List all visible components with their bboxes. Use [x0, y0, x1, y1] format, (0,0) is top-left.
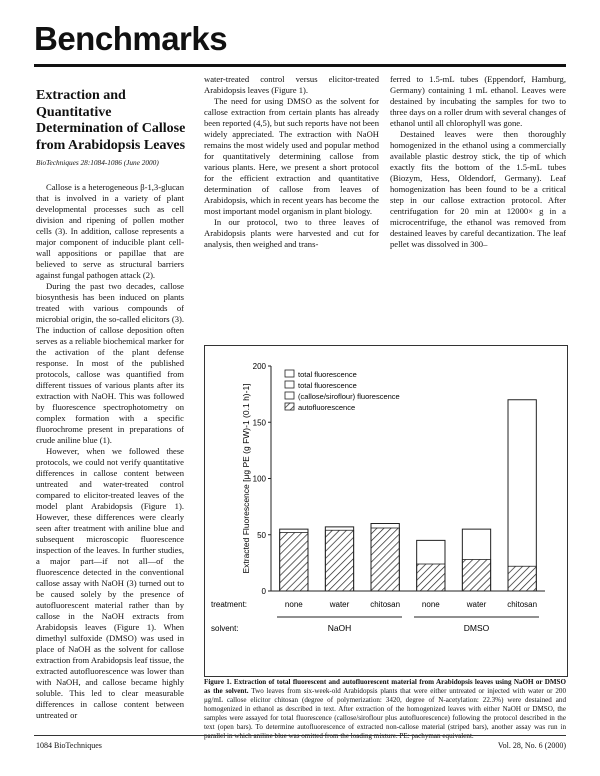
- paragraph: ferred to 1.5-mL tubes (Eppendorf, Hamburg, Germany) containing 1 mL ethanol. Leaves were destained by incubating the samples for two to three days on a roller drum with several changes of ethanol until all chlorophyll was gone.: [390, 74, 566, 128]
- bar-autofluorescence: [325, 530, 353, 591]
- bar-total: [508, 400, 536, 591]
- y-tick-label: 200: [252, 362, 266, 371]
- x-tick-label: chitosan: [370, 600, 401, 609]
- header-rule: [34, 64, 566, 67]
- bar-chart: [205, 346, 567, 676]
- article-title: Extraction and Quantitative Determination of Callose from Arabidopsis Leaves: [36, 88, 186, 153]
- legend-swatch: [285, 392, 294, 399]
- legend-entry: autofluorescence: [298, 403, 356, 412]
- paragraph: During the past two decades, callose biosynthesis has been induced on plants treated with various compounds of microbial origin, the so-called elicitors (3). The induction of callose deposition often serves as a reliable biochemical marker for the activation of the plant defense response. In most of the published protocols, callose was quantified from different tissues of various plants after its extraction with NaOH. This was followed by fluorescence spectrophotometry on complex formation with a specific fluorochrome present in preparations of crude aniline blue (1).: [36, 281, 184, 445]
- bar-autofluorescence: [371, 528, 399, 591]
- paragraph: In our protocol, two to three leaves of Arabidopsis plants were harvested and cut for analysis, then weighed and trans-: [204, 217, 379, 249]
- x-tick-label: water: [329, 600, 350, 609]
- footer-volume: Vol. 28, No. 6 (2000): [497, 741, 566, 750]
- legend-swatch: [285, 381, 294, 388]
- legend-entry: total fluorescence: [298, 381, 357, 390]
- y-tick-label: 150: [252, 418, 266, 428]
- bar-autofluorescence: [462, 560, 490, 592]
- column-1: [36, 182, 184, 721]
- y-tick-label: 100: [252, 474, 266, 484]
- caption-title: Figure 1. Extraction of total fluorescent and autofluorescent material from Arabidopsis leaves using NaOH or DMSO as the solvent.: [204, 678, 566, 695]
- group-label: DMSO: [463, 623, 490, 633]
- caption-text: Two leaves from six-week-old Arabidopsis plants that were either untreated or injected with water or 200 μg/mL callose elicitor chitosan (degree of polymerization: 3420, degree of N-acetylation: 22.3%) were destained and homogenized in ethanol as described in text. After extraction of the homogenized leaves with either NaOH or DMSO, the samples were assayed for total fluorescence (callose/siroflour plus autofluorescence) following the protocol described in the text (open bars). To determine autofluorescence of extracted non-callose material (striped bars), another assay was run in parallel in which aniline blue was omitted from the loading mixture. PE: pachyman equivalent.: [204, 687, 566, 740]
- y-tick-label: 50: [257, 530, 266, 540]
- x-tick-label: water: [466, 600, 487, 609]
- bar-autofluorescence: [508, 566, 536, 591]
- footer-rule: [34, 735, 566, 736]
- legend-swatch: [285, 370, 294, 377]
- x-tick-label: chitosan: [507, 600, 538, 609]
- x-tick-label: none: [421, 600, 440, 609]
- treatment-label: treatment:: [211, 600, 248, 609]
- column-2: [204, 74, 379, 250]
- legend-entry: (callose/siroflour) fluorescence: [298, 392, 400, 401]
- legend-entry: total fluorescence: [298, 370, 357, 379]
- figure-caption: [204, 678, 566, 741]
- paragraph: water-treated control versus elicitor-treated Arabidopsis leaves (Figure 1).: [204, 74, 379, 95]
- y-axis-label: Extracted Fluorescence [μg PE (g FW)-1 (0.1 h)-1]: [241, 383, 251, 574]
- article-citation: BioTechniques 28:1084-1086 (June 2000): [36, 158, 159, 167]
- figure-1: [204, 345, 568, 677]
- y-tick-label: 0: [261, 587, 266, 596]
- group-label: NaOH: [327, 623, 352, 633]
- solvent-label: solvent:: [211, 624, 239, 633]
- paragraph: Destained leaves were then thoroughly homogenized in the ethanol using a commercially available plastic destroy stick, the tip of which exactly fits the bottom of the 1.5-mL tubes (Biozym, Hess, Oldendorf, Germany). Leaf homogenization has been found to be a critical step in our callose extraction protocol. After centrifugation for 20 min at 12000× g in a microcentrifuge, the ethanol was removed from destained leaves by careful decantization. The leaf pellet was dissolved in 300–: [390, 129, 566, 249]
- x-tick-label: none: [284, 600, 303, 609]
- masthead: Benchmarks: [34, 20, 228, 57]
- paragraph: The need for using DMSO as the solvent for callose extraction from certain plants has already been reported (4,5), but such reports have not been widely appreciated. The extraction with NaOH remains the most widely used and popular method for quantitatively determining callose from various plants. Here, we present a short protocol for the efficient extraction and quantitative determination of callose from leaves of Arabidopsis, which in recent years has become the most important model organism in plant biology.: [204, 96, 379, 216]
- footer-page: 1084 BioTechniques: [36, 741, 102, 750]
- column-3: [390, 74, 566, 250]
- legend-swatch: [285, 403, 294, 410]
- bar-autofluorescence: [280, 533, 308, 592]
- paragraph: Callose is a heterogeneous β-1,3-glucan that is involved in a variety of plant developmental processes such as cell division and ripening of pollen mother cells (3). In addition, callose represents a major component of inducible plant cell-wall appositions or papillae that are believed to serve as structural barriers against fungal pathogen attack (2).: [36, 182, 184, 280]
- bar-autofluorescence: [417, 564, 445, 591]
- paragraph: However, when we followed these protocols, we could not verify quantitative differences in callose content between untreated and water-treated control compared to elicitor-treated leaves of the model plant Arabidopsis (Figure 1). However, these differences were clearly seen after treatment with aniline blue and subsequent microscopic fluorescence inspection of the leaves. In further studies, a major part—if not all—of the fluorescence detected in the conventional callose assay with NaOH (3) turned out to be caused solely by the presence of autofluorescent material rather than by callose in the NaOH extracts from Arabidopsis leaves (Figure 1). When dimethyl sulfoxide (DMSO) was used in place of NaOH as the solvent for callose extraction from Arabidopsis leaf tissue, the extracted autofluorescence was lower than with NaOH, and callose became highly soluble. This led to clear measurable differences in callose content between untreated or: [36, 446, 184, 720]
